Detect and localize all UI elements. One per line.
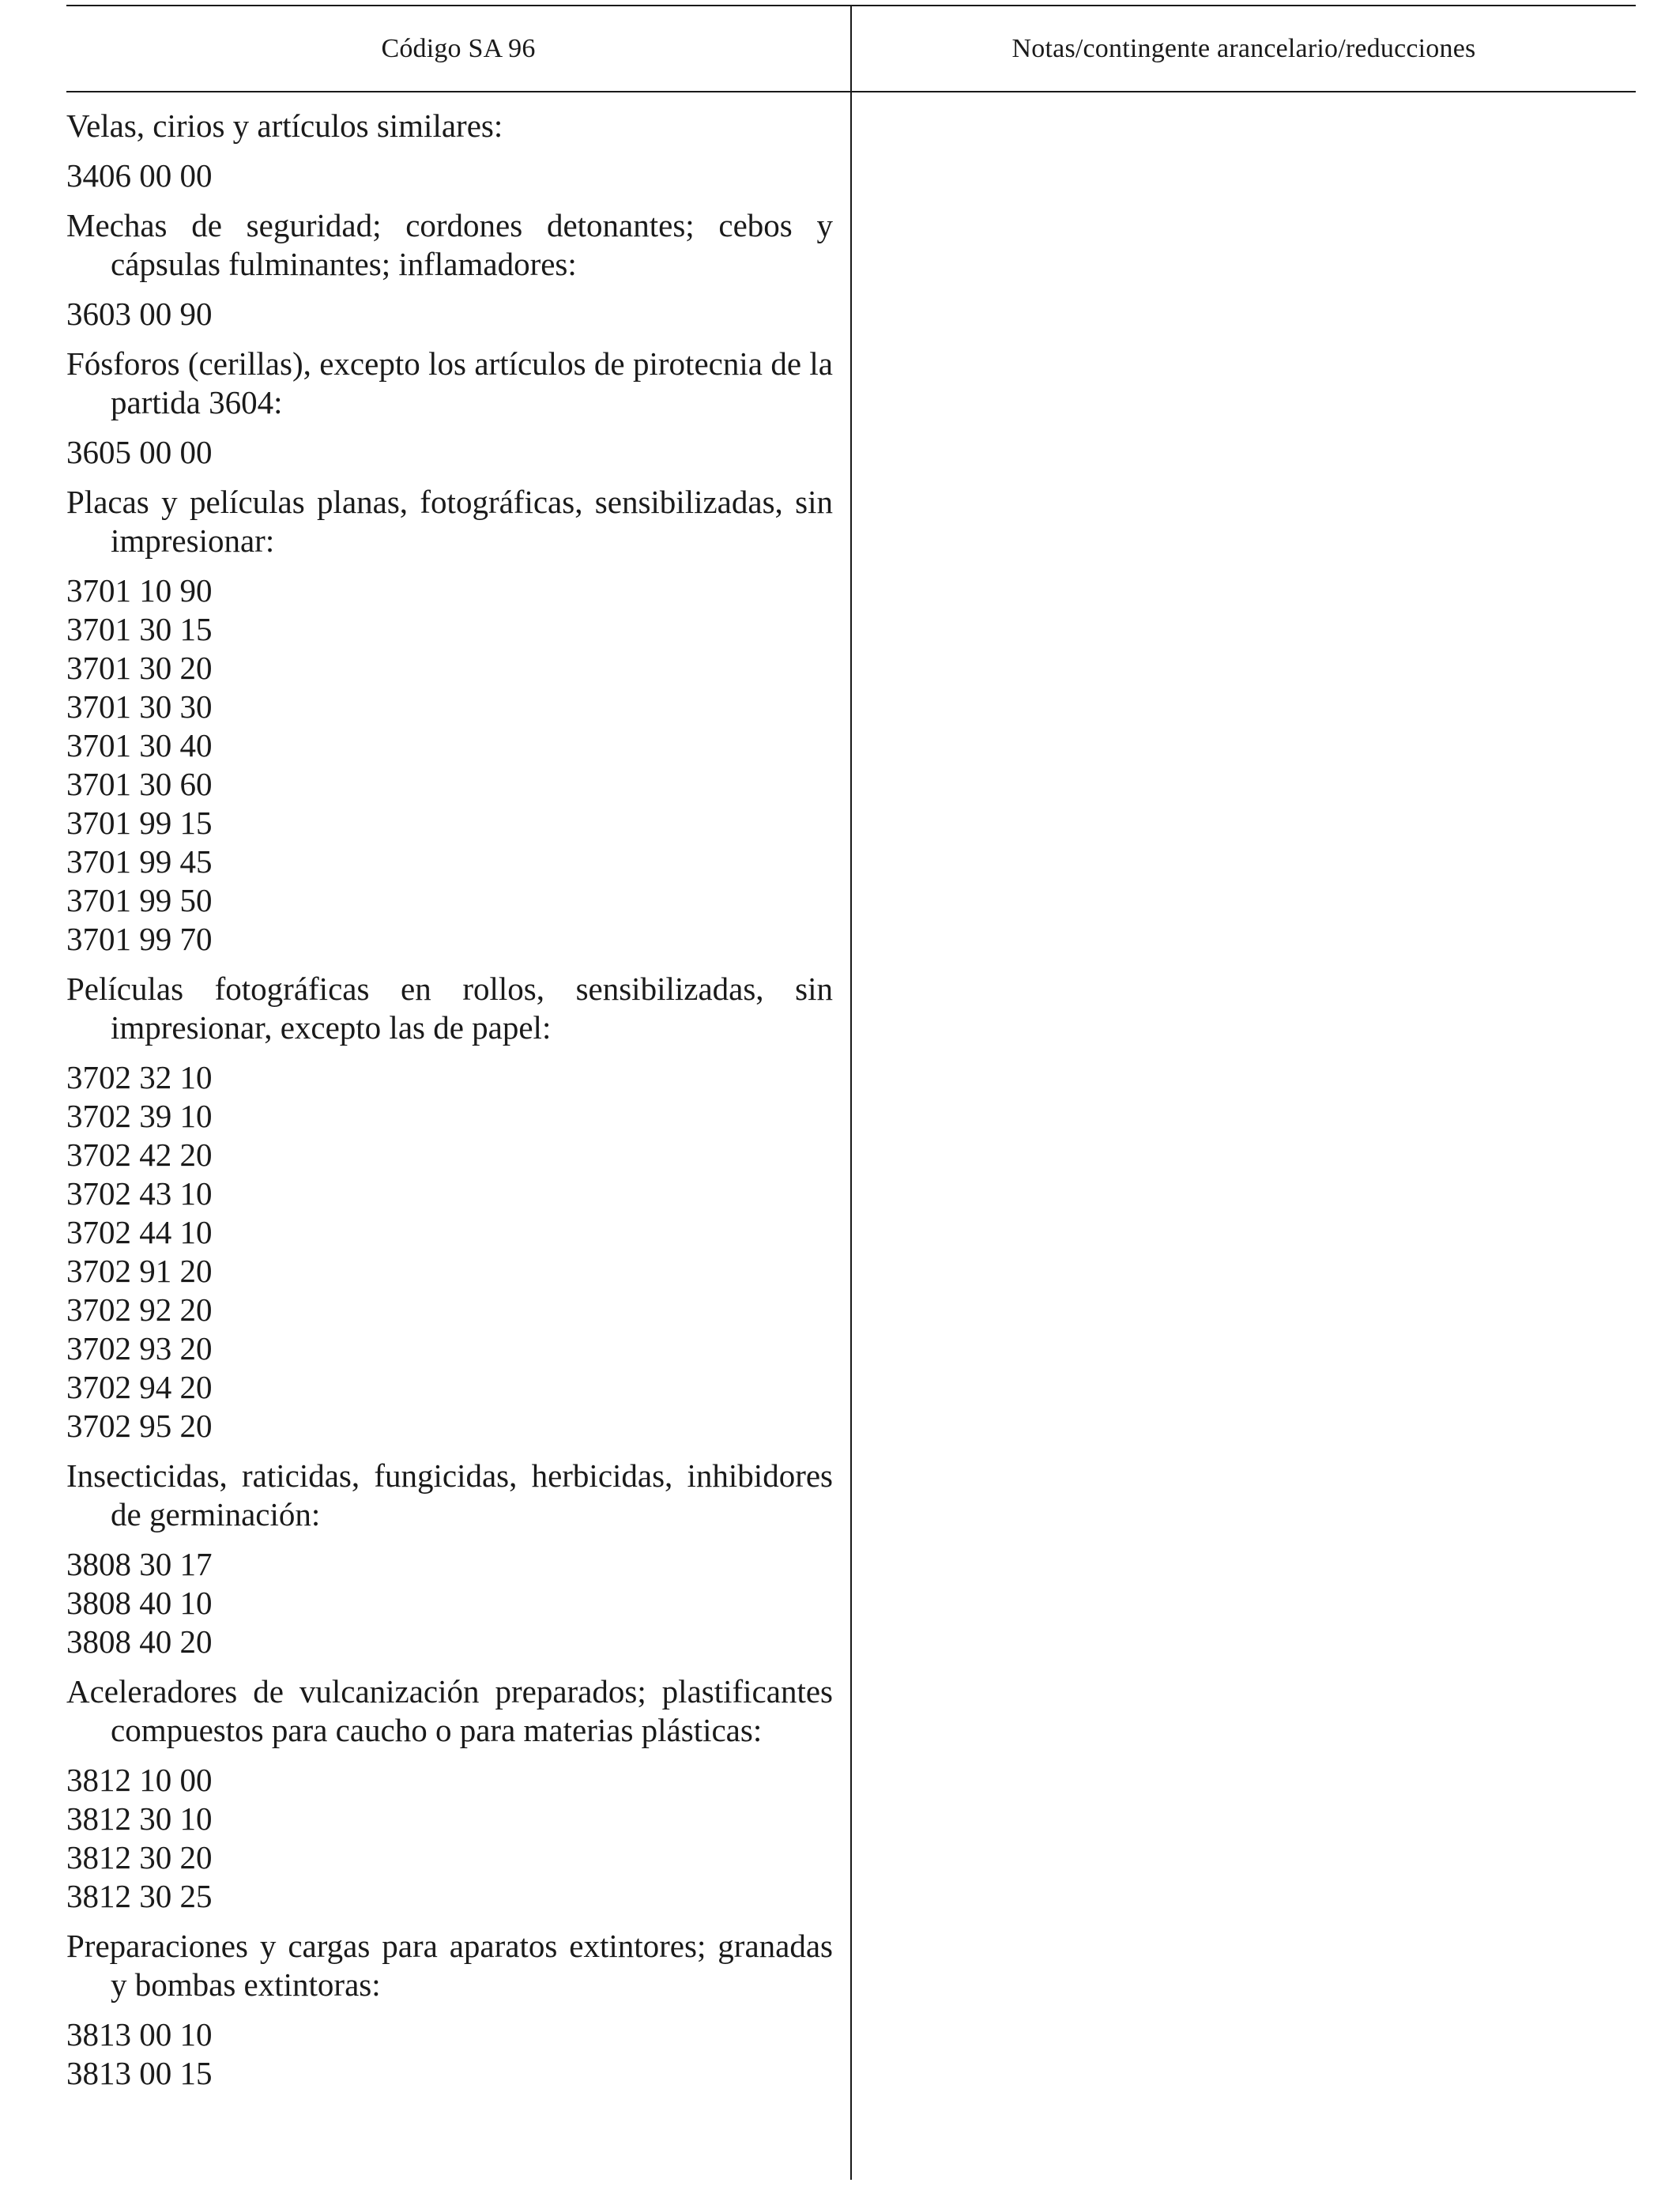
group-description: Mechas de seguridad; cordones detonantes; cebos y cápsulas fulminantes; inflamadores: xyxy=(66,207,833,282)
tariff-code: 3605 00 00 xyxy=(66,434,213,470)
tariff-code: 3808 30 17 xyxy=(66,1546,213,1582)
tariff-code: 3702 43 10 xyxy=(66,1175,213,1212)
tariff-code: 3702 92 20 xyxy=(66,1291,213,1328)
tariff-code: 3701 99 70 xyxy=(66,921,213,957)
tariff-code: 3813 00 15 xyxy=(66,2055,213,2091)
header-notes: Notas/contingente arancelario/reducciones xyxy=(1011,33,1476,63)
tariff-code: 3701 30 15 xyxy=(66,611,213,647)
tariff-group xyxy=(66,1457,833,1661)
group-description: Placas y películas planas, fotográficas, sensibilizadas, sin impresionar: xyxy=(66,484,833,559)
tariff-code: 3702 32 10 xyxy=(66,1059,213,1095)
tariff-group xyxy=(66,1672,833,1916)
group-description: Preparaciones y cargas para aparatos extintores; granadas y bombas extintoras: xyxy=(66,1928,833,2003)
tariff-code: 3701 30 60 xyxy=(66,766,213,802)
tariff-code: 3701 30 40 xyxy=(66,727,213,763)
tariff-code: 3701 99 15 xyxy=(66,805,213,841)
tariff-code: 3812 30 25 xyxy=(66,1878,213,1914)
tariff-code: 3603 00 90 xyxy=(66,296,213,332)
tariff-group xyxy=(66,970,833,1446)
tariff-code: 3808 40 20 xyxy=(66,1623,213,1660)
tariff-code: 3701 30 30 xyxy=(66,688,213,725)
tariff-group xyxy=(66,107,833,195)
tariff-code: 3812 30 10 xyxy=(66,1800,213,1837)
tariff-code: 3406 00 00 xyxy=(66,157,213,194)
tariff-code: 3812 30 20 xyxy=(66,1839,213,1875)
tariff-code: 3702 95 20 xyxy=(66,1408,213,1444)
table-column-divider xyxy=(850,5,852,2180)
tariff-code: 3701 99 45 xyxy=(66,843,213,880)
tariff-code: 3702 44 10 xyxy=(66,1214,213,1250)
tariff-code: 3701 99 50 xyxy=(66,882,213,918)
group-description: Películas fotográficas en rollos, sensibilizadas, sin impresionar, excepto las de papel: xyxy=(66,971,833,1046)
tariff-code: 3702 93 20 xyxy=(66,1330,213,1367)
tariff-code: 3808 40 10 xyxy=(66,1585,213,1621)
tariff-code: 3702 94 20 xyxy=(66,1369,213,1405)
tariff-group xyxy=(66,483,833,959)
group-description: Velas, cirios y artículos similares: xyxy=(66,107,503,144)
tariff-group xyxy=(66,1927,833,2093)
tariff-group xyxy=(66,206,833,334)
tariff-group xyxy=(66,345,833,472)
tariff-code: 3813 00 10 xyxy=(66,2016,213,2053)
tariff-code: 3701 30 20 xyxy=(66,650,213,686)
group-description: Fósforos (cerillas), excepto los artículos de pirotecnia de la partida 3604: xyxy=(66,345,833,420)
tariff-code: 3702 91 20 xyxy=(66,1253,213,1289)
code-column xyxy=(66,107,833,2104)
tariff-code: 3702 39 10 xyxy=(66,1098,213,1134)
group-description: Aceleradores de vulcanización preparados; plastificantes compuestos para caucho o para materias plásticas: xyxy=(66,1673,833,1748)
tariff-code: 3702 42 20 xyxy=(66,1137,213,1173)
header-hs-code: Código SA 96 xyxy=(381,33,536,63)
group-description: Insecticidas, raticidas, fungicidas, herbicidas, inhibidores de germinación: xyxy=(66,1457,833,1532)
tariff-code: 3812 10 00 xyxy=(66,1762,213,1798)
tariff-code: 3701 10 90 xyxy=(66,572,213,609)
